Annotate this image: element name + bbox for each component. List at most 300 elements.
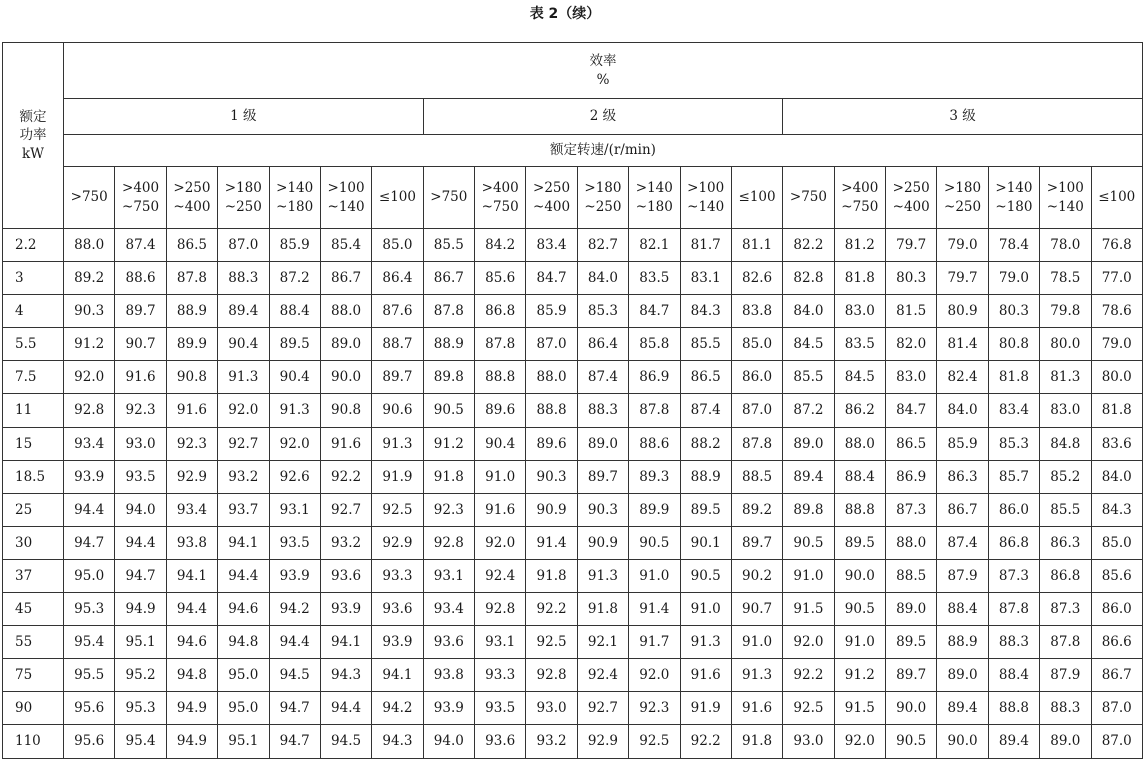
- efficiency-cell: 94.1: [372, 659, 423, 692]
- efficiency-cell: 89.5: [680, 493, 731, 526]
- efficiency-cell: 78.4: [988, 229, 1039, 262]
- efficiency-cell: 93.2: [320, 526, 371, 559]
- efficiency-cell: 91.8: [731, 725, 782, 758]
- efficiency-cell: 95.3: [64, 593, 115, 626]
- power-cell: 37: [3, 559, 64, 592]
- speed-bin-label: ~140: [327, 198, 365, 215]
- efficiency-cell: 83.8: [731, 295, 782, 328]
- efficiency-cell: 93.9: [64, 460, 115, 493]
- efficiency-cell: 84.3: [680, 295, 731, 328]
- speed-bin-header: [218, 167, 269, 229]
- efficiency-cell: 95.6: [64, 725, 115, 758]
- speed-bin-header: [886, 167, 937, 229]
- speed-bin-header: [577, 167, 628, 229]
- efficiency-cell: 91.6: [680, 659, 731, 692]
- efficiency-cell: 89.8: [423, 361, 474, 394]
- efficiency-cell: 89.4: [937, 692, 988, 725]
- efficiency-cell: 91.0: [629, 559, 680, 592]
- efficiency-cell: 92.0: [218, 394, 269, 427]
- efficiency-cell: 95.0: [218, 692, 269, 725]
- efficiency-cell: 89.4: [988, 725, 1039, 758]
- efficiency-cell: 92.9: [166, 460, 217, 493]
- efficiency-cell: 93.9: [372, 626, 423, 659]
- efficiency-cell: 86.7: [937, 493, 988, 526]
- speed-bin-label: >100: [687, 180, 725, 197]
- efficiency-cell: 87.8: [475, 328, 526, 361]
- efficiency-cell: 93.3: [475, 659, 526, 692]
- efficiency-cell: 84.3: [1091, 493, 1142, 526]
- speed-bin-label: ~750: [122, 198, 160, 215]
- efficiency-cell: 90.4: [218, 328, 269, 361]
- efficiency-cell: 92.3: [166, 427, 217, 460]
- power-header-cell: [3, 43, 64, 229]
- header-row-speed-bins: [3, 167, 1143, 229]
- efficiency-cell: 86.0: [731, 361, 782, 394]
- speed-bin-label: ~250: [224, 198, 262, 215]
- efficiency-cell: 86.9: [886, 460, 937, 493]
- efficiency-cell: 89.4: [783, 460, 834, 493]
- speed-bin-header: [320, 167, 371, 229]
- efficiency-cell: 90.5: [680, 559, 731, 592]
- efficiency-cell: 94.9: [166, 725, 217, 758]
- efficiency-cell: 95.5: [64, 659, 115, 692]
- speed-bin-header: [937, 167, 988, 229]
- efficiency-cell: 94.2: [372, 692, 423, 725]
- efficiency-cell: 85.5: [680, 328, 731, 361]
- efficiency-cell: 92.5: [629, 725, 680, 758]
- efficiency-cell: 85.3: [577, 295, 628, 328]
- efficiency-cell: 91.3: [680, 626, 731, 659]
- efficiency-cell: 86.2: [834, 394, 885, 427]
- efficiency-cell: 81.8: [1091, 394, 1142, 427]
- efficiency-cell: 81.4: [937, 328, 988, 361]
- efficiency-cell: 79.7: [937, 262, 988, 295]
- efficiency-cell: 94.1: [218, 526, 269, 559]
- efficiency-cell: 76.8: [1091, 229, 1142, 262]
- efficiency-cell: 85.8: [629, 328, 680, 361]
- efficiency-cell: 82.7: [577, 229, 628, 262]
- efficiency-cell: 94.5: [320, 725, 371, 758]
- efficiency-cell: 82.8: [783, 262, 834, 295]
- efficiency-cell: 88.4: [834, 460, 885, 493]
- efficiency-cell: 88.8: [475, 361, 526, 394]
- table-row: [3, 725, 1143, 758]
- efficiency-cell: 86.5: [166, 229, 217, 262]
- efficiency-cell: 85.3: [988, 427, 1039, 460]
- efficiency-cell: 83.0: [834, 295, 885, 328]
- efficiency-cell: 85.5: [1040, 493, 1091, 526]
- speed-bin-label: >100: [1046, 180, 1084, 197]
- efficiency-cell: 95.2: [115, 659, 166, 692]
- speed-bin-label: ~750: [841, 198, 879, 215]
- efficiency-cell: 88.3: [1040, 692, 1091, 725]
- speed-bin-label: >180: [944, 180, 982, 197]
- efficiency-cell: 92.8: [475, 593, 526, 626]
- efficiency-cell: 90.0: [937, 725, 988, 758]
- efficiency-cell: 90.8: [166, 361, 217, 394]
- efficiency-cell: 95.4: [115, 725, 166, 758]
- efficiency-cell: 87.4: [115, 229, 166, 262]
- speed-bin-header: [423, 167, 474, 229]
- header-row-efficiency: [3, 43, 1143, 99]
- table-row: [3, 526, 1143, 559]
- efficiency-cell: 95.1: [115, 626, 166, 659]
- efficiency-cell: 90.7: [731, 593, 782, 626]
- efficiency-cell: 89.0: [320, 328, 371, 361]
- efficiency-cell: 86.8: [475, 295, 526, 328]
- efficiency-cell: 88.9: [423, 328, 474, 361]
- efficiency-cell: 86.9: [629, 361, 680, 394]
- speed-bin-label: ≤100: [378, 189, 416, 206]
- efficiency-cell: 88.6: [629, 427, 680, 460]
- efficiency-cell: 92.0: [783, 626, 834, 659]
- efficiency-cell: 81.1: [731, 229, 782, 262]
- speed-bin-label: >140: [635, 180, 673, 197]
- speed-bin-label: ~250: [584, 198, 622, 215]
- efficiency-cell: 90.3: [526, 460, 577, 493]
- efficiency-cell: 87.2: [783, 394, 834, 427]
- efficiency-cell: 88.2: [680, 427, 731, 460]
- efficiency-cell: 87.8: [988, 593, 1039, 626]
- speed-header-cell: 额定转速/(r/min): [64, 135, 1143, 167]
- efficiency-cell: 79.0: [988, 262, 1039, 295]
- efficiency-cell: 93.7: [218, 493, 269, 526]
- efficiency-cell: 92.0: [629, 659, 680, 692]
- efficiency-cell: 79.7: [886, 229, 937, 262]
- table-row: [3, 361, 1143, 394]
- efficiency-cell: 92.0: [834, 725, 885, 758]
- speed-bin-label: >180: [224, 180, 262, 197]
- efficiency-table: [2, 42, 1143, 759]
- efficiency-cell: 85.7: [988, 460, 1039, 493]
- efficiency-cell: 79.8: [1040, 295, 1091, 328]
- efficiency-cell: 86.3: [937, 460, 988, 493]
- efficiency-cell: 83.0: [886, 361, 937, 394]
- efficiency-cell: 89.8: [783, 493, 834, 526]
- efficiency-cell: 85.9: [269, 229, 320, 262]
- efficiency-cell: 92.3: [423, 493, 474, 526]
- table-row: [3, 394, 1143, 427]
- efficiency-cell: 92.3: [629, 692, 680, 725]
- efficiency-cell: 83.5: [834, 328, 885, 361]
- efficiency-cell: 91.8: [577, 593, 628, 626]
- efficiency-cell: 91.8: [423, 460, 474, 493]
- efficiency-cell: 94.0: [423, 725, 474, 758]
- efficiency-cell: 88.0: [834, 427, 885, 460]
- efficiency-cell: 92.9: [372, 526, 423, 559]
- efficiency-cell: 91.6: [731, 692, 782, 725]
- efficiency-cell: 88.4: [269, 295, 320, 328]
- efficiency-cell: 90.4: [269, 361, 320, 394]
- header-row-speed: [3, 135, 1143, 167]
- power-cell: 55: [3, 626, 64, 659]
- efficiency-cell: 85.2: [1040, 460, 1091, 493]
- efficiency-cell: 78.6: [1091, 295, 1142, 328]
- speed-bin-header: [783, 167, 834, 229]
- power-header-unit: kW: [21, 145, 45, 162]
- power-cell: 25: [3, 493, 64, 526]
- speed-bin-label: ~250: [944, 198, 982, 215]
- efficiency-cell: 83.4: [526, 229, 577, 262]
- efficiency-cell: 86.3: [1040, 526, 1091, 559]
- efficiency-cell: 92.2: [320, 460, 371, 493]
- efficiency-cell: 91.5: [834, 692, 885, 725]
- efficiency-cell: 86.5: [886, 427, 937, 460]
- efficiency-cell: 91.6: [115, 361, 166, 394]
- efficiency-cell: 90.5: [783, 526, 834, 559]
- efficiency-cell: 90.0: [320, 361, 371, 394]
- efficiency-cell: 91.2: [423, 427, 474, 460]
- efficiency-cell: 90.6: [372, 394, 423, 427]
- efficiency-cell: 95.6: [64, 692, 115, 725]
- efficiency-cell: 92.7: [218, 427, 269, 460]
- efficiency-cell: 93.3: [372, 559, 423, 592]
- efficiency-cell: 91.4: [526, 526, 577, 559]
- grade-2-header: 2 级: [423, 99, 783, 135]
- efficiency-cell: 86.8: [1040, 559, 1091, 592]
- efficiency-cell: 91.3: [269, 394, 320, 427]
- efficiency-cell: 86.0: [1091, 593, 1142, 626]
- efficiency-cell: 91.9: [680, 692, 731, 725]
- efficiency-cell: 91.9: [372, 460, 423, 493]
- efficiency-cell: 95.0: [64, 559, 115, 592]
- efficiency-cell: 87.8: [731, 427, 782, 460]
- speed-bin-label: >250: [533, 180, 571, 197]
- efficiency-cell: 94.1: [320, 626, 371, 659]
- efficiency-cell: 82.6: [731, 262, 782, 295]
- efficiency-cell: 87.9: [937, 559, 988, 592]
- efficiency-cell: 94.4: [269, 626, 320, 659]
- speed-bin-header: [269, 167, 320, 229]
- efficiency-cell: 93.9: [320, 593, 371, 626]
- efficiency-cell: 94.8: [166, 659, 217, 692]
- efficiency-cell: 87.0: [218, 229, 269, 262]
- efficiency-cell: 89.2: [64, 262, 115, 295]
- efficiency-cell: 94.7: [115, 559, 166, 592]
- speed-bin-header: [834, 167, 885, 229]
- efficiency-cell: 92.5: [372, 493, 423, 526]
- efficiency-cell: 89.0: [783, 427, 834, 460]
- efficiency-cell: 90.4: [475, 427, 526, 460]
- efficiency-cell: 93.6: [320, 559, 371, 592]
- efficiency-cell: 92.2: [526, 593, 577, 626]
- efficiency-cell: 93.6: [372, 593, 423, 626]
- efficiency-cell: 86.4: [577, 328, 628, 361]
- efficiency-cell: 87.4: [680, 394, 731, 427]
- efficiency-cell: 93.1: [423, 559, 474, 592]
- efficiency-cell: 90.9: [526, 493, 577, 526]
- table-row: [3, 559, 1143, 592]
- efficiency-cell: 82.2: [783, 229, 834, 262]
- efficiency-cell: 78.5: [1040, 262, 1091, 295]
- efficiency-cell: 91.0: [834, 626, 885, 659]
- efficiency-cell: 90.9: [577, 526, 628, 559]
- speed-bin-label: ~140: [1046, 198, 1084, 215]
- efficiency-cell: 81.8: [834, 262, 885, 295]
- efficiency-cell: 91.4: [629, 593, 680, 626]
- efficiency-cell: 85.0: [731, 328, 782, 361]
- efficiency-cell: 91.0: [783, 559, 834, 592]
- efficiency-cell: 93.8: [166, 526, 217, 559]
- efficiency-cell: 94.4: [115, 526, 166, 559]
- efficiency-cell: 87.0: [526, 328, 577, 361]
- power-cell: 75: [3, 659, 64, 692]
- power-cell: 2.2: [3, 229, 64, 262]
- efficiency-cell: 89.2: [731, 493, 782, 526]
- efficiency-cell: 89.0: [577, 427, 628, 460]
- efficiency-cell: 84.2: [475, 229, 526, 262]
- power-cell: 15: [3, 427, 64, 460]
- speed-bin-label: ~180: [995, 198, 1033, 215]
- efficiency-cell: 84.0: [577, 262, 628, 295]
- speed-bin-header: [166, 167, 217, 229]
- efficiency-cell: 86.7: [320, 262, 371, 295]
- grade-3-header: 3 级: [783, 99, 1143, 135]
- power-cell: 18.5: [3, 460, 64, 493]
- efficiency-cell: 92.2: [783, 659, 834, 692]
- efficiency-cell: 88.8: [526, 394, 577, 427]
- efficiency-cell: 91.3: [577, 559, 628, 592]
- table-row: [3, 593, 1143, 626]
- speed-bin-label: >750: [70, 189, 108, 206]
- efficiency-cell: 91.0: [731, 626, 782, 659]
- efficiency-cell: 93.4: [64, 427, 115, 460]
- efficiency-cell: 81.7: [680, 229, 731, 262]
- efficiency-cell: 94.4: [166, 593, 217, 626]
- efficiency-cell: 88.4: [988, 659, 1039, 692]
- efficiency-cell: 91.0: [680, 593, 731, 626]
- efficiency-cell: 89.7: [577, 460, 628, 493]
- power-cell: 90: [3, 692, 64, 725]
- efficiency-cell: 85.0: [372, 229, 423, 262]
- efficiency-cell: 83.5: [629, 262, 680, 295]
- efficiency-cell: 88.9: [166, 295, 217, 328]
- efficiency-cell: 88.0: [886, 526, 937, 559]
- efficiency-cell: 86.0: [988, 493, 1039, 526]
- efficiency-cell: 90.8: [320, 394, 371, 427]
- efficiency-cell: 93.2: [526, 725, 577, 758]
- efficiency-cell: 86.7: [1091, 659, 1142, 692]
- efficiency-cell: 91.3: [372, 427, 423, 460]
- efficiency-cell: 89.0: [1040, 725, 1091, 758]
- efficiency-cell: 93.5: [115, 460, 166, 493]
- table-row: [3, 493, 1143, 526]
- speed-bin-label: >400: [481, 180, 519, 197]
- efficiency-header-cell: [64, 43, 1143, 99]
- efficiency-cell: 94.9: [166, 692, 217, 725]
- speed-bin-label: >750: [430, 189, 468, 206]
- table-row: [3, 328, 1143, 361]
- efficiency-cell: 88.3: [577, 394, 628, 427]
- efficiency-cell: 88.5: [731, 460, 782, 493]
- speed-bin-header: [731, 167, 782, 229]
- speed-bin-label: >250: [892, 180, 930, 197]
- efficiency-cell: 87.9: [1040, 659, 1091, 692]
- efficiency-cell: 87.3: [988, 559, 1039, 592]
- table-row: [3, 626, 1143, 659]
- efficiency-cell: 89.6: [475, 394, 526, 427]
- efficiency-cell: 84.5: [783, 328, 834, 361]
- efficiency-cell: 82.4: [937, 361, 988, 394]
- efficiency-cell: 91.6: [320, 427, 371, 460]
- efficiency-cell: 94.4: [64, 493, 115, 526]
- efficiency-cell: 95.1: [218, 725, 269, 758]
- efficiency-cell: 93.1: [269, 493, 320, 526]
- efficiency-cell: 85.4: [320, 229, 371, 262]
- efficiency-cell: 80.0: [1091, 361, 1142, 394]
- efficiency-cell: 80.3: [886, 262, 937, 295]
- efficiency-label: 效率: [589, 53, 617, 70]
- efficiency-cell: 89.5: [886, 626, 937, 659]
- efficiency-cell: 85.5: [423, 229, 474, 262]
- efficiency-cell: 93.4: [423, 593, 474, 626]
- efficiency-cell: 92.0: [64, 361, 115, 394]
- efficiency-cell: 88.9: [937, 626, 988, 659]
- efficiency-cell: 88.3: [988, 626, 1039, 659]
- efficiency-cell: 92.6: [269, 460, 320, 493]
- efficiency-cell: 93.1: [475, 626, 526, 659]
- speed-bin-header: [988, 167, 1039, 229]
- efficiency-cell: 93.6: [423, 626, 474, 659]
- efficiency-cell: 92.8: [526, 659, 577, 692]
- efficiency-cell: 89.7: [886, 659, 937, 692]
- efficiency-cell: 84.8: [1040, 427, 1091, 460]
- efficiency-cell: 87.8: [1040, 626, 1091, 659]
- efficiency-cell: 92.4: [475, 559, 526, 592]
- efficiency-cell: 91.3: [218, 361, 269, 394]
- efficiency-cell: 94.9: [115, 593, 166, 626]
- efficiency-cell: 88.0: [64, 229, 115, 262]
- power-cell: 30: [3, 526, 64, 559]
- efficiency-cell: 86.4: [372, 262, 423, 295]
- power-cell: 45: [3, 593, 64, 626]
- table-row: [3, 427, 1143, 460]
- efficiency-cell: 89.0: [937, 659, 988, 692]
- efficiency-cell: 86.6: [1091, 626, 1142, 659]
- efficiency-cell: 91.6: [166, 394, 217, 427]
- efficiency-cell: 91.2: [64, 328, 115, 361]
- efficiency-cell: 94.8: [218, 626, 269, 659]
- efficiency-cell: 91.5: [783, 593, 834, 626]
- efficiency-cell: 92.5: [783, 692, 834, 725]
- efficiency-cell: 94.4: [320, 692, 371, 725]
- efficiency-cell: 93.0: [115, 427, 166, 460]
- efficiency-cell: 94.3: [372, 725, 423, 758]
- efficiency-cell: 81.3: [1040, 361, 1091, 394]
- efficiency-cell: 89.7: [115, 295, 166, 328]
- efficiency-cell: 80.3: [988, 295, 1039, 328]
- efficiency-cell: 89.9: [166, 328, 217, 361]
- efficiency-cell: 85.6: [1091, 559, 1142, 592]
- efficiency-cell: 80.8: [988, 328, 1039, 361]
- table-row: [3, 460, 1143, 493]
- efficiency-cell: 88.0: [320, 295, 371, 328]
- efficiency-cell: 91.2: [834, 659, 885, 692]
- efficiency-cell: 91.0: [475, 460, 526, 493]
- efficiency-cell: 89.4: [218, 295, 269, 328]
- efficiency-cell: 87.0: [1091, 725, 1142, 758]
- efficiency-cell: 90.7: [115, 328, 166, 361]
- table-row: [3, 295, 1143, 328]
- efficiency-cell: 92.3: [115, 394, 166, 427]
- power-cell: 110: [3, 725, 64, 758]
- efficiency-cell: 87.4: [577, 361, 628, 394]
- efficiency-cell: 87.2: [269, 262, 320, 295]
- efficiency-cell: 89.5: [269, 328, 320, 361]
- efficiency-cell: 94.0: [115, 493, 166, 526]
- efficiency-cell: 83.0: [1040, 394, 1091, 427]
- efficiency-cell: 89.5: [834, 526, 885, 559]
